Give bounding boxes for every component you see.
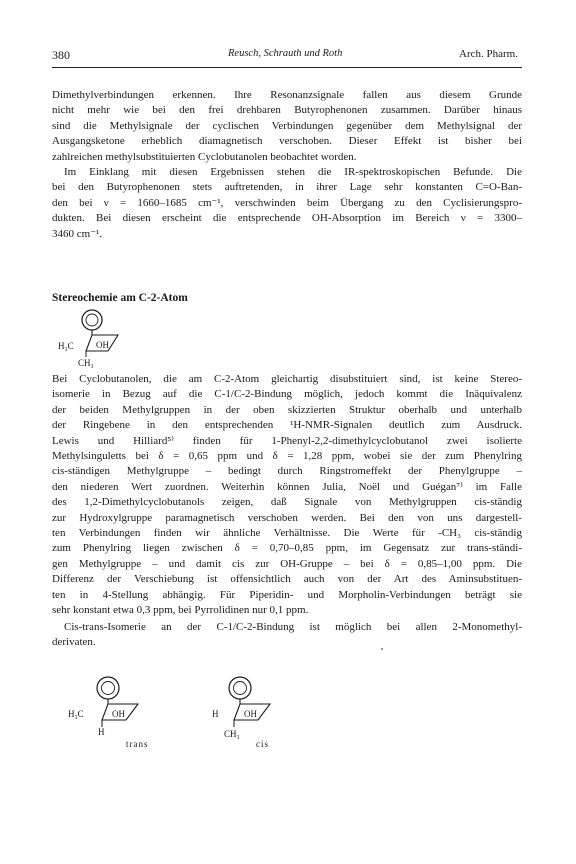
structure-cis — [200, 675, 320, 751]
text-line: den bei ν = 1660–1685 cm⁻¹, verschwinden beim Übergang zu den Cyclisierungspro- — [52, 196, 522, 209]
header-rule — [52, 67, 522, 68]
text-line: des 1,2-Dimethylcyclobutanols zeigen, daß Signale von Methylgruppen cis-ständig — [52, 496, 522, 509]
text-line: 3460 cm⁻¹. — [52, 227, 103, 240]
text-line: Ausgangsketone erheblich diamagnetisch verschoben. Dieser Effekt ist bisher bei — [52, 135, 522, 148]
text-line: nicht mehr wie bei den frei drehbaren Butyrophenonen zusammen. Darüber hinaus — [52, 104, 522, 117]
speck — [381, 648, 383, 650]
text-line: zur Hydroxylgruppe paramagnetisch verschoben werden. Bei den von uns dargestell- — [52, 511, 522, 524]
text-line: zahlreichen methylsubstituierten Cyclobutanolen beobachtet worden. — [52, 150, 357, 163]
hydroxyl-label: OH — [244, 709, 257, 719]
text-line: cis-ständigen Methylgruppe – bedingt durch Ringstromeffekt der Phenylgruppe – — [52, 465, 522, 478]
structure-geminal-dimethyl — [56, 307, 156, 369]
methyl-left-label: H₃C — [58, 341, 74, 351]
methyl-bottom-label: CH₃ — [224, 729, 240, 739]
paragraph-4 — [52, 620, 522, 651]
text-line: sehr konstant etwa 0,3 ppm, bei Pyrrolidinen nur 0,1 ppm. — [52, 604, 309, 617]
methyl-bottom-label: CH₃ — [78, 358, 94, 368]
text-line: sind die Methylsignale der cyclischen Verbindungen gegenüber dem Methylsignal der — [52, 119, 522, 132]
paragraph-2 — [52, 165, 522, 242]
cis-caption: cis — [256, 739, 269, 749]
cis-structure-drawing — [200, 675, 320, 751]
section-heading: Stereochemie am C-2-Atom — [52, 292, 188, 304]
running-header — [52, 48, 520, 66]
hydroxyl-label: OH — [112, 709, 125, 719]
text-line: isomerie in Bezug auf die C-1/C-2-Bindung möglich, jedoch kommt die Inäquivalenz — [52, 388, 522, 401]
hydrogen-left-label: H — [212, 709, 219, 719]
paragraph-1 — [52, 88, 522, 165]
trans-structure-drawing — [68, 675, 188, 751]
text-line: Bei Cyclobutanolen, die am C-2-Atom gleichartig disubstituiert sind, ist keine Stereo- — [52, 373, 522, 385]
text-line: gen Methylgruppe – und damit cis zur OH-Gruppe – bei δ = 0,85–1,00 ppm. Die — [52, 557, 522, 570]
journal-name: Arch. Pharm. — [459, 48, 518, 60]
text-line: der beiden Methylgruppen in der oben skizzierten Struktur oberhalb und unterhalb — [52, 403, 522, 416]
text-line: ten Verbindungen finden wir ähnliche Verhältnisse. Die Werte für -CH₃ cis-ständig — [52, 527, 522, 540]
text-line: ten in 4-Stellung abhängig. Für Piperidin- und Morpholin-Verbindungen beträgt sie — [52, 588, 522, 601]
hydroxyl-label: OH — [96, 340, 109, 350]
running-authors: Reusch, Schrauth und Roth — [228, 48, 343, 59]
text-line: derivaten. — [52, 636, 96, 649]
page-number: 380 — [52, 48, 70, 62]
hydrogen-bottom-label: H — [98, 727, 105, 737]
text-line: Lewis und Hilliard⁵⁾ finden für 1-Phenyl-2,2-dimethylcyclobutanol zwei isolierte — [52, 434, 522, 447]
paragraph-3 — [52, 372, 522, 619]
text-line: der Ringebene in den entsprechenden ¹H-NMR-Signalen deutlich zum Ausdruck. — [52, 419, 522, 432]
methyl-left-label: H₃C — [68, 709, 84, 719]
text-line: dukten. Bei diesen erscheint die entsprechende OH-Absorption im Bereich ν = 3300– — [52, 212, 522, 225]
text-line: zum Phenylring liegen zwischen δ = 0,70–0,85 ppm, im Gegensatz zur trans-ständi- — [52, 542, 522, 555]
text-line: Dimethylverbindungen erkennen. Ihre Resonanzsignale fallen aus diesem Grunde — [52, 89, 522, 101]
text-line: Methylsinguletts bei δ = 0,65 ppm und δ = 1,28 ppm, wobei sie der zum Phenylring — [52, 450, 522, 463]
text-line: Cis-trans-Isomerie an der C-1/C-2-Bindung ist möglich bei allen 2-Monomethyl- — [64, 621, 522, 633]
text-line: Im Einklang mit diesen Ergebnissen stehen die IR-spektroskopischen Befunde. Die — [64, 166, 522, 178]
text-line: Differenz der Verschiebung ist offensichtlich auch von der Art des Aminsubstituen- — [52, 573, 522, 586]
cyclobutanol-structure-drawing — [56, 307, 156, 369]
text-line: den niederen Wert zuordnen. Weiterhin können Julia, Noël und Guégan⁷⁾ im Falle — [52, 480, 522, 493]
structure-trans — [68, 675, 188, 751]
text-line: bei den Butyrophenonen stets auftretenden, in ihrer Lage sehr konstanten C=O-Ban- — [52, 181, 522, 194]
trans-caption: trans — [126, 739, 149, 749]
